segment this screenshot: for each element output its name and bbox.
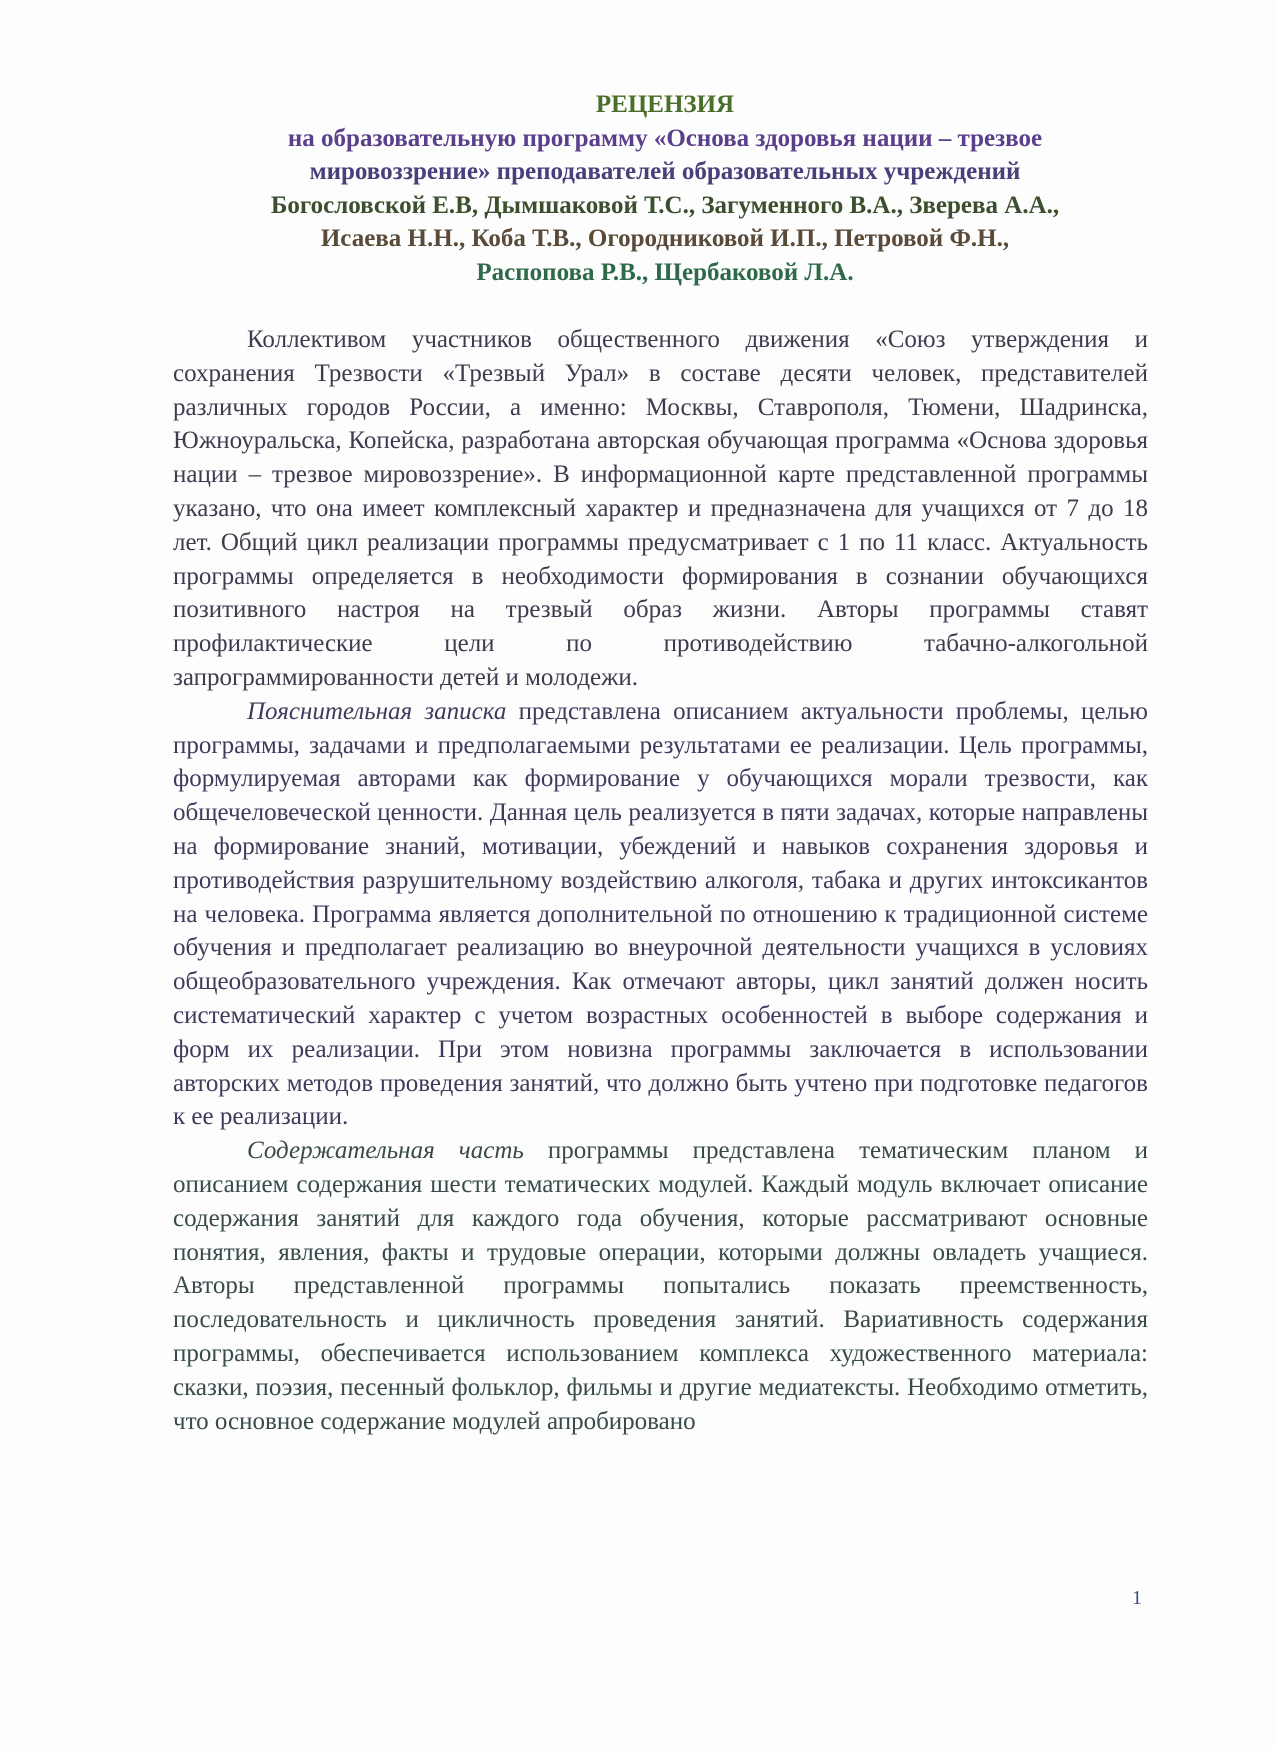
subtitle-line-1: на образовательную программу «Основа здоровья нации – трезвое — [287, 124, 1043, 152]
subtitle-line-4: Исаева Н.Н., Коба Т.В., Огородниковой И.П., Петровой Ф.Н., — [320, 225, 1010, 252]
paragraph-intro-text: Коллективом участников общественного движения «Союз утверждения и сохранения Трезвости «Трезвый Урал» в составе десяти человек, представителей различных городов России, а именно: Москвы, Ставрополя, Тюмени, Шадринска, Южноуральска, Копейска, разработана авторская обучающая программа «Основа здоровья нации – трезвое мировоззрение». В информационной карте представленной программы указано, что она имеет комплексный характер и предназначена для учащихся от 7 до 18 лет. Общий цикл реализации программы предусматривает с 1 по 11 класс. Актуальность программы определяется в необходимости формирования в сознании обучающихся позитивного настроя на трезвый образ жизни. Авторы программы ставят профилактические цели по противодействию табачно-алкогольной запрограммированности детей и молодежи. — [173, 326, 1148, 691]
paragraph-intro — [173, 323, 1148, 695]
page-number: 1 — [1132, 1587, 1142, 1609]
paragraph-content-part-text: программы представлена тематическим планом и описанием содержания шести тематических модулей. Каждый модуль включает описание содержания занятий для каждого года обучения, которые рассматривают основные понятия, явления, факты и трудовые операции, которыми должны овладеть учащиеся. Авторы представленной программы попытались показать преемственность, последовательность и цикличность проведения занятий. Вариативность содержания программы, обеспечивается использованием комплекса художественного материала: сказки, поэзия, песенный фольклор, фильмы и другие медиатексты. Необходимо отметить, что основное содержание модулей апробировано — [173, 1137, 1148, 1435]
document-header — [140, 88, 1190, 289]
paragraph-content-part-lead: Содержательная часть — [247, 1137, 524, 1165]
paragraph-explanatory-note — [173, 695, 1148, 1134]
subtitle-line-2: мировоззрение» преподавателей образовательных учреждений — [309, 158, 1021, 185]
paragraph-content-part — [173, 1134, 1148, 1438]
subtitle-line-3: Богословской Е.В, Дымшаковой Т.С., Загуменного В.А., Зверева А.А., — [270, 191, 1060, 219]
paragraph-explanatory-note-text: представлена описанием актуальности проблемы, целью программы, задачами и предполагаемыми результатами ее реализации. Цель программы, формулируемая авторами как формирование у обучающихся морали трезвости, как общечеловеческой ценности. Данная цель реализуется в пяти задачах, которые направлены на формирование знаний, мотивации, убеждений и навыков сохранения здоровья и противодействия разрушительному воздействию алкоголя, табака и других интоксикантов на человека. Программа является дополнительной по отношению к традиционной системе обучения и предполагает реализацию во внеурочной деятельности учащихся в условиях общеобразовательного учреждения. Как отмечают авторы, цикл занятий должен носить систематический характер с учетом возрастных особенностей в выборе содержания и форм их реализации. При этом новизна программы заключается в использовании авторских методов проведения занятий, что должно быть учтено при подготовке педагогов к ее реализации. — [173, 697, 1148, 1131]
document-title: РЕЦЕНЗИЯ — [595, 91, 735, 118]
paragraph-explanatory-note-lead: Пояснительная записка — [247, 697, 507, 725]
subtitle-line-5: Распопова Р.В., Щербаковой Л.А. — [476, 258, 854, 286]
document-body — [173, 323, 1148, 1438]
